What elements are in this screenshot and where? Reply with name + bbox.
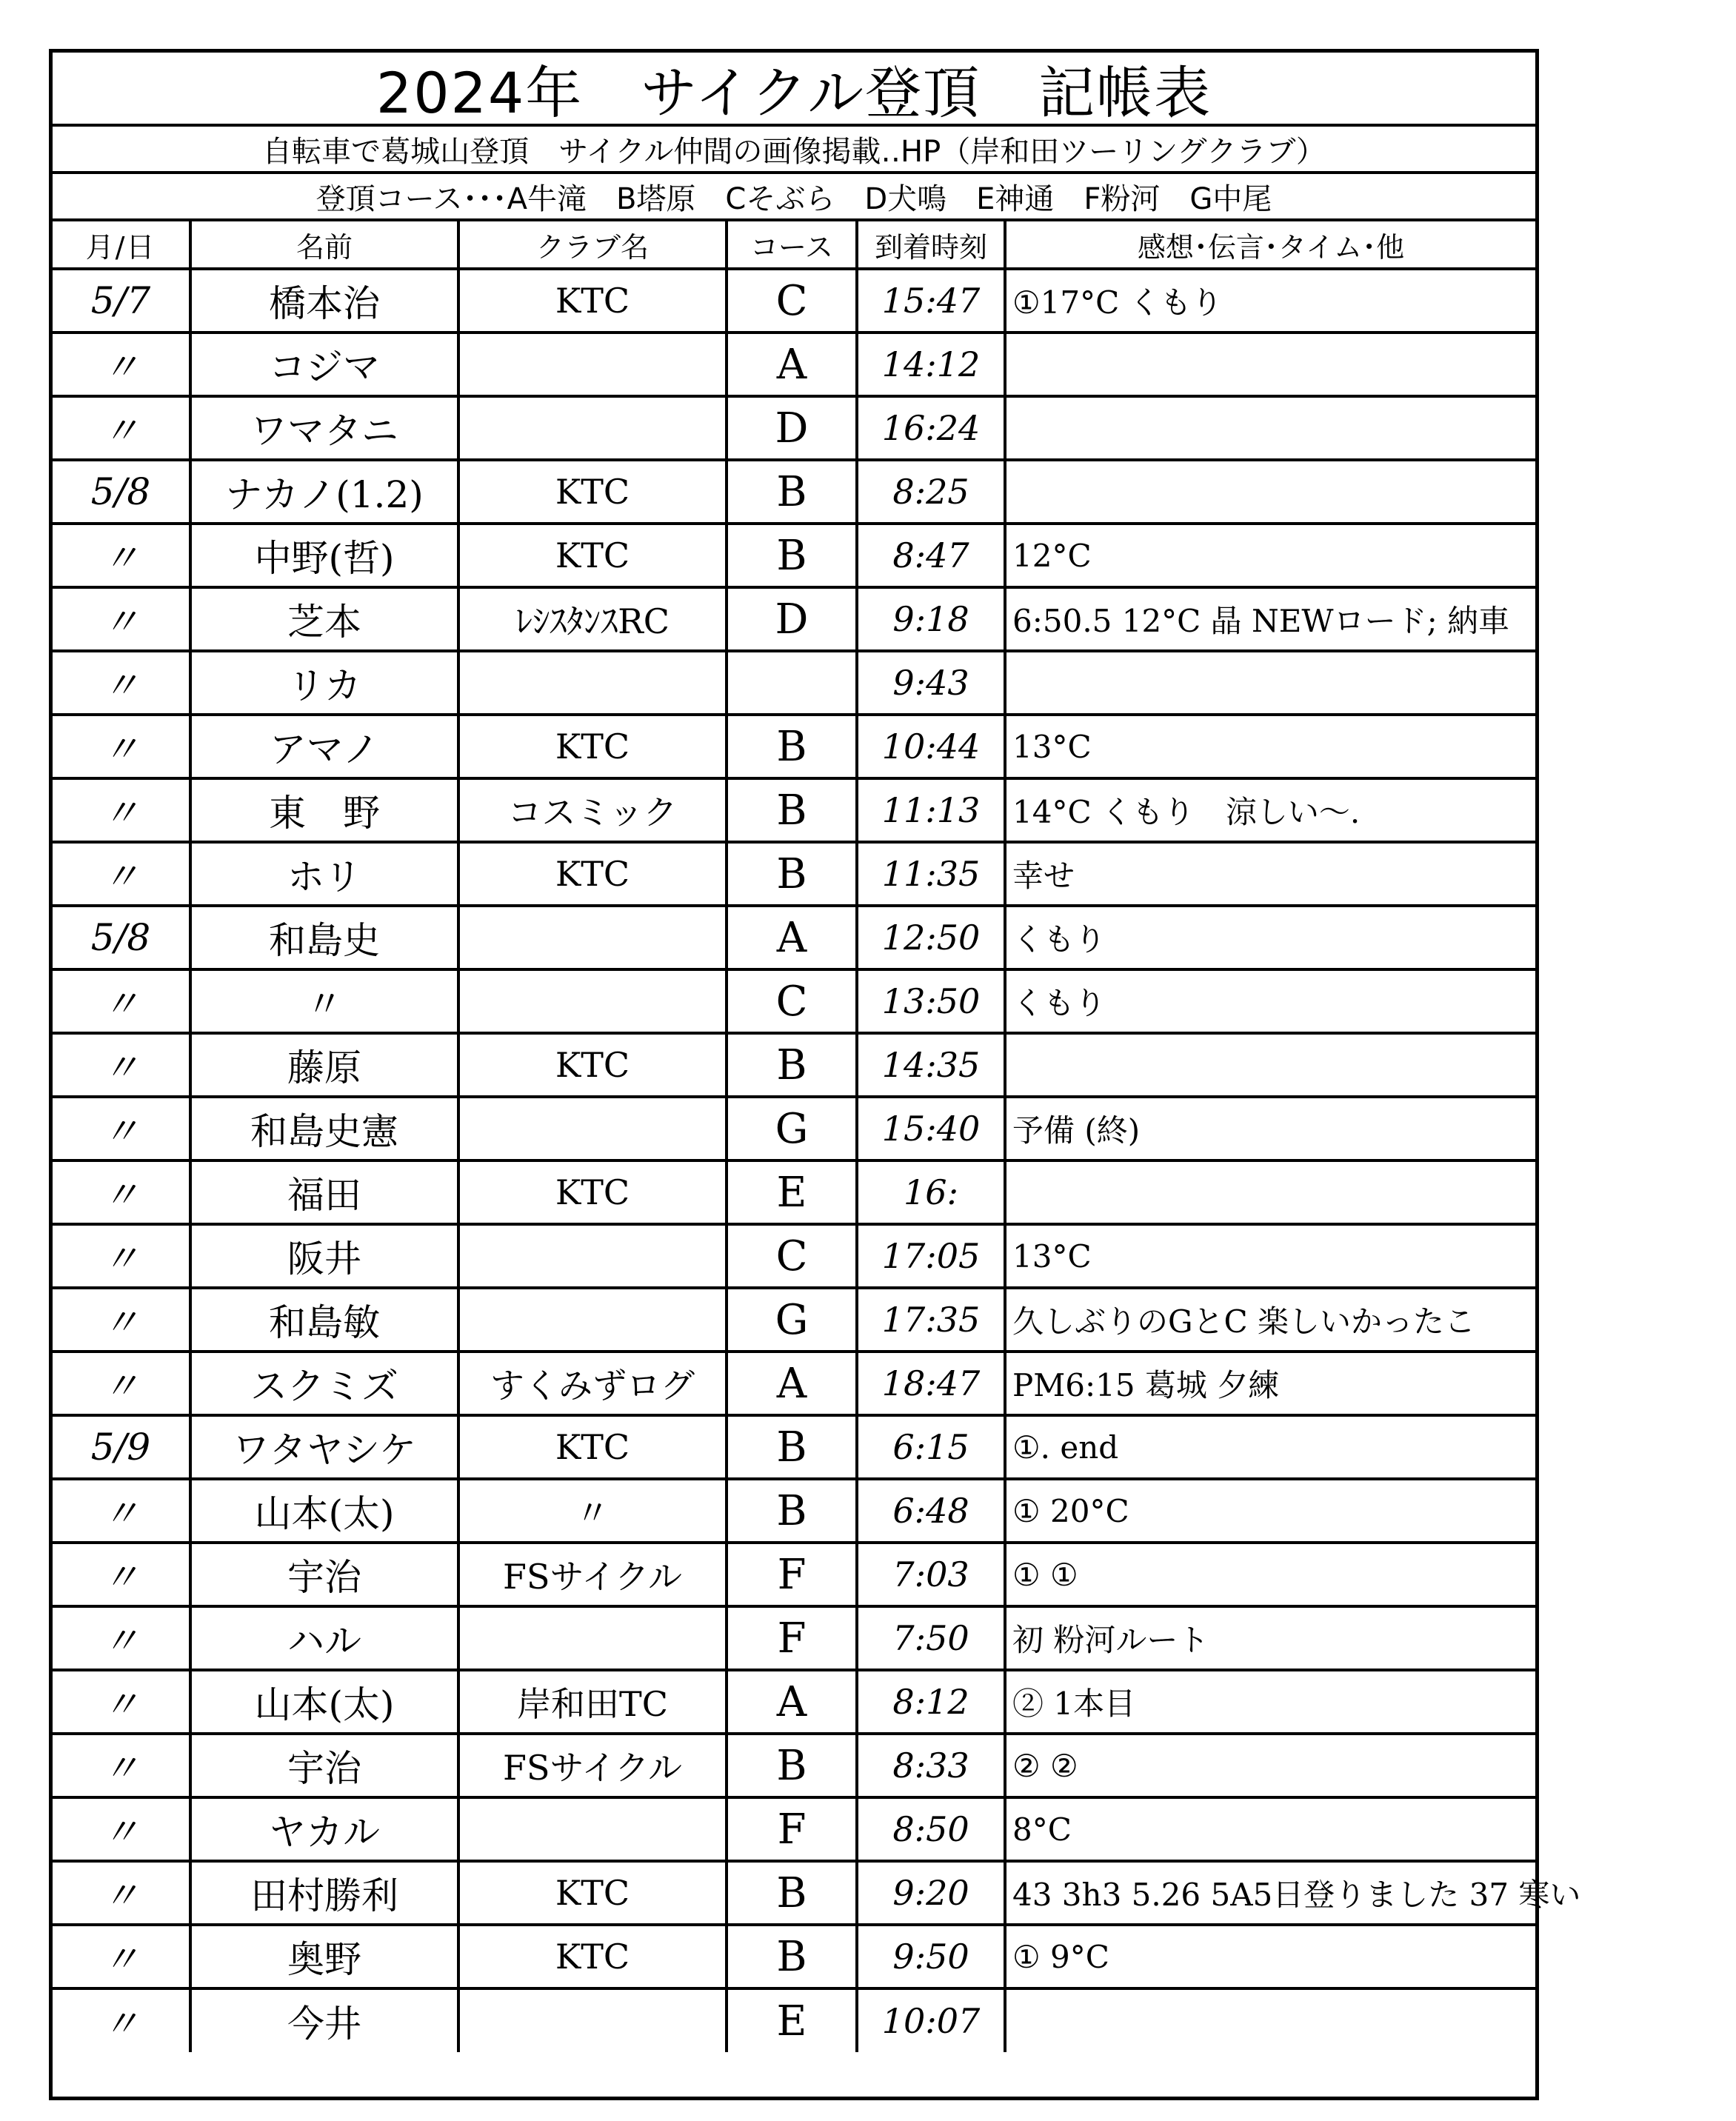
- table-row: [53, 1224, 1535, 1288]
- table-row: [53, 1097, 1535, 1160]
- date-cell: 〃: [53, 1670, 190, 1734]
- course-cell: C: [727, 1224, 857, 1288]
- date-cell: 5/9: [53, 1415, 190, 1479]
- note-cell: 12°C: [1005, 524, 1535, 587]
- table-row: [53, 333, 1535, 396]
- name-cell: ワタヤシケ: [190, 1415, 458, 1479]
- course-cell: A: [727, 1670, 857, 1734]
- course-cell: D: [727, 396, 857, 460]
- name-cell: 中野(哲): [190, 524, 458, 587]
- name-cell: ヤカル: [190, 1797, 458, 1861]
- club-cell: [458, 1988, 727, 2052]
- table-row: [53, 842, 1535, 906]
- course-cell: G: [727, 1288, 857, 1352]
- courses-legend: 登頂コース･･･A牛滝 B塔原 Cそぶら D犬鳴 E神通 F粉河 G中尾: [53, 174, 1535, 221]
- date-cell: 〃: [53, 524, 190, 587]
- note-cell: くもり: [1005, 906, 1535, 969]
- date-cell: 〃: [53, 1097, 190, 1160]
- table-row: [53, 778, 1535, 842]
- course-cell: B: [727, 1861, 857, 1925]
- date-cell: 〃: [53, 1160, 190, 1224]
- table-row: [53, 906, 1535, 969]
- note-cell: 初 粉河ルート: [1005, 1606, 1535, 1670]
- note-cell: ② 1本目: [1005, 1670, 1535, 1734]
- date-cell: 〃: [53, 1861, 190, 1925]
- table-row: [53, 651, 1535, 715]
- header-note: 感想･伝言･タイム･他: [1005, 221, 1535, 269]
- table-row: [53, 1288, 1535, 1352]
- time-cell: 9:50: [857, 1925, 1005, 1988]
- header-name: 名前: [190, 221, 458, 269]
- course-cell: B: [727, 1479, 857, 1543]
- subtitle: 自転車で葛城山登頂 サイクル仲間の画像掲載‥HP（岸和田ツーリングクラブ）: [53, 127, 1535, 174]
- date-cell: 〃: [53, 1543, 190, 1606]
- course-cell: B: [727, 715, 857, 778]
- note-cell: [1005, 333, 1535, 396]
- time-cell: 8:50: [857, 1797, 1005, 1861]
- date-cell: 5/7: [53, 269, 190, 333]
- name-cell: 今井: [190, 1988, 458, 2052]
- club-cell: FSサイクル: [458, 1734, 727, 1797]
- note-cell: [1005, 651, 1535, 715]
- note-cell: [1005, 396, 1535, 460]
- table-row: [53, 1606, 1535, 1670]
- time-cell: 6:15: [857, 1415, 1005, 1479]
- note-cell: 予備 (終): [1005, 1097, 1535, 1160]
- logbook-table: [53, 221, 1581, 2052]
- note-cell: 幸せ: [1005, 842, 1535, 906]
- name-cell: 橋本治: [190, 269, 458, 333]
- time-cell: 10:44: [857, 715, 1005, 778]
- table-header-row: [53, 221, 1535, 269]
- name-cell: 田村勝利: [190, 1861, 458, 1925]
- club-cell: KTC: [458, 1415, 727, 1479]
- table-row: [53, 1415, 1535, 1479]
- time-cell: 9:18: [857, 587, 1005, 651]
- course-cell: F: [727, 1543, 857, 1606]
- club-cell: [458, 333, 727, 396]
- club-cell: [458, 1097, 727, 1160]
- club-cell: KTC: [458, 1160, 727, 1224]
- header-course: コース: [727, 221, 857, 269]
- table-row: [53, 1734, 1535, 1797]
- table-row: [53, 1543, 1535, 1606]
- course-cell: B: [727, 1033, 857, 1097]
- date-cell: 〃: [53, 969, 190, 1033]
- note-cell: 8°C: [1005, 1797, 1535, 1861]
- note-cell: 6:50.5 12°C 晶 NEWロード; 納車: [1005, 587, 1535, 651]
- club-cell: KTC: [458, 715, 727, 778]
- time-cell: 7:50: [857, 1606, 1005, 1670]
- date-cell: 〃: [53, 715, 190, 778]
- name-cell: スクミズ: [190, 1352, 458, 1415]
- name-cell: リカ: [190, 651, 458, 715]
- table-row: [53, 1861, 1535, 1925]
- date-cell: 〃: [53, 1479, 190, 1543]
- club-cell: KTC: [458, 269, 727, 333]
- date-cell: 〃: [53, 587, 190, 651]
- table-body: [53, 269, 1581, 2052]
- note-cell: 13°C: [1005, 715, 1535, 778]
- name-cell: ワマタニ: [190, 396, 458, 460]
- course-cell: B: [727, 778, 857, 842]
- note-cell: 14°C くもり 涼しい～.: [1005, 778, 1535, 842]
- time-cell: 16:24: [857, 396, 1005, 460]
- date-cell: 5/8: [53, 460, 190, 524]
- table-row: [53, 396, 1535, 460]
- table-row: [53, 1925, 1535, 1988]
- club-cell: [458, 1797, 727, 1861]
- date-cell: 〃: [53, 842, 190, 906]
- club-cell: KTC: [458, 842, 727, 906]
- time-cell: 11:13: [857, 778, 1005, 842]
- time-cell: 6:48: [857, 1479, 1005, 1543]
- name-cell: 和島史憲: [190, 1097, 458, 1160]
- course-cell: G: [727, 1097, 857, 1160]
- name-cell: ハル: [190, 1606, 458, 1670]
- name-cell: 阪井: [190, 1224, 458, 1288]
- club-cell: 岸和田TC: [458, 1670, 727, 1734]
- date-cell: 〃: [53, 1797, 190, 1861]
- club-cell: [458, 969, 727, 1033]
- club-cell: KTC: [458, 1033, 727, 1097]
- course-cell: F: [727, 1606, 857, 1670]
- name-cell: 芝本: [190, 587, 458, 651]
- name-cell: 奥野: [190, 1925, 458, 1988]
- table-row: [53, 969, 1535, 1033]
- time-cell: 9:43: [857, 651, 1005, 715]
- course-cell: F: [727, 1797, 857, 1861]
- time-cell: 15:47: [857, 269, 1005, 333]
- table-row: [53, 1033, 1535, 1097]
- note-cell: 13°C: [1005, 1224, 1535, 1288]
- note-cell: ① 9°C: [1005, 1925, 1535, 1988]
- date-cell: 〃: [53, 778, 190, 842]
- club-cell: すくみずログ: [458, 1352, 727, 1415]
- club-cell: [458, 396, 727, 460]
- table-row: [53, 1988, 1535, 2052]
- club-cell: KTC: [458, 524, 727, 587]
- course-cell: A: [727, 1352, 857, 1415]
- note-cell: ② ②: [1005, 1734, 1535, 1797]
- time-cell: 18:47: [857, 1352, 1005, 1415]
- time-cell: 15:40: [857, 1097, 1005, 1160]
- course-cell: B: [727, 1415, 857, 1479]
- club-cell: 〃: [458, 1479, 727, 1543]
- date-cell: 〃: [53, 1606, 190, 1670]
- course-cell: E: [727, 1160, 857, 1224]
- note-cell: ①17°C くもり: [1005, 269, 1535, 333]
- course-cell: B: [727, 1734, 857, 1797]
- course-cell: B: [727, 460, 857, 524]
- note-cell: 43 3h3 5.26 5A5日登りました 37 寒い: [1005, 1861, 1535, 1925]
- time-cell: 7:03: [857, 1543, 1005, 1606]
- date-cell: 〃: [53, 651, 190, 715]
- date-cell: 〃: [53, 1988, 190, 2052]
- header-club: クラブ名: [458, 221, 727, 269]
- name-cell: 宇治: [190, 1734, 458, 1797]
- name-cell: 山本(太): [190, 1670, 458, 1734]
- time-cell: 16:: [857, 1160, 1005, 1224]
- name-cell: 福田: [190, 1160, 458, 1224]
- table-row: [53, 460, 1535, 524]
- page-title: 2024年 サイクル登頂 記帳表: [53, 53, 1535, 127]
- name-cell: コジマ: [190, 333, 458, 396]
- time-cell: 14:12: [857, 333, 1005, 396]
- course-cell: D: [727, 587, 857, 651]
- logbook-sheet: [49, 49, 1581, 2100]
- time-cell: 11:35: [857, 842, 1005, 906]
- table-row: [53, 1479, 1535, 1543]
- date-cell: 〃: [53, 396, 190, 460]
- time-cell: 17:05: [857, 1224, 1005, 1288]
- date-cell: 〃: [53, 1288, 190, 1352]
- name-cell: 東 野: [190, 778, 458, 842]
- name-cell: 山本(太): [190, 1479, 458, 1543]
- time-cell: 13:50: [857, 969, 1005, 1033]
- course-cell: C: [727, 969, 857, 1033]
- course-cell: A: [727, 906, 857, 969]
- name-cell: 〃: [190, 969, 458, 1033]
- note-cell: [1005, 460, 1535, 524]
- note-cell: ①. end: [1005, 1415, 1535, 1479]
- date-cell: 〃: [53, 1033, 190, 1097]
- date-cell: 〃: [53, 1224, 190, 1288]
- name-cell: 宇治: [190, 1543, 458, 1606]
- course-cell: [727, 651, 857, 715]
- date-cell: 〃: [53, 1734, 190, 1797]
- club-cell: FSサイクル: [458, 1543, 727, 1606]
- club-cell: KTC: [458, 1861, 727, 1925]
- note-cell: くもり: [1005, 969, 1535, 1033]
- course-cell: B: [727, 1925, 857, 1988]
- header-date: 月/日: [53, 221, 190, 269]
- time-cell: 17:35: [857, 1288, 1005, 1352]
- club-cell: KTC: [458, 1925, 727, 1988]
- club-cell: [458, 1224, 727, 1288]
- course-cell: E: [727, 1988, 857, 2052]
- table-row: [53, 715, 1535, 778]
- course-cell: B: [727, 524, 857, 587]
- name-cell: アマノ: [190, 715, 458, 778]
- date-cell: 〃: [53, 1352, 190, 1415]
- table-row: [53, 1352, 1535, 1415]
- name-cell: 和島史: [190, 906, 458, 969]
- time-cell: 8:25: [857, 460, 1005, 524]
- club-cell: [458, 906, 727, 969]
- note-cell: [1005, 1160, 1535, 1224]
- name-cell: ホリ: [190, 842, 458, 906]
- course-cell: A: [727, 333, 857, 396]
- table-row: [53, 587, 1535, 651]
- club-cell: [458, 1288, 727, 1352]
- note-cell: [1005, 1988, 1535, 2052]
- course-cell: C: [727, 269, 857, 333]
- course-cell: B: [727, 842, 857, 906]
- name-cell: ナカノ(1.2): [190, 460, 458, 524]
- name-cell: 藤原: [190, 1033, 458, 1097]
- club-cell: KTC: [458, 460, 727, 524]
- time-cell: 10:07: [857, 1988, 1005, 2052]
- time-cell: 14:35: [857, 1033, 1005, 1097]
- time-cell: 8:33: [857, 1734, 1005, 1797]
- date-cell: 〃: [53, 1925, 190, 1988]
- table-row: [53, 524, 1535, 587]
- club-cell: [458, 651, 727, 715]
- time-cell: 9:20: [857, 1861, 1005, 1925]
- table-row: [53, 269, 1535, 333]
- date-cell: 5/8: [53, 906, 190, 969]
- table-row: [53, 1160, 1535, 1224]
- club-cell: ﾚｼｽﾀﾝｽRC: [458, 587, 727, 651]
- time-cell: 12:50: [857, 906, 1005, 969]
- note-cell: [1005, 1033, 1535, 1097]
- club-cell: コスミック: [458, 778, 727, 842]
- club-cell: [458, 1606, 727, 1670]
- date-cell: 〃: [53, 333, 190, 396]
- time-cell: 8:47: [857, 524, 1005, 587]
- header-time: 到着時刻: [857, 221, 1005, 269]
- note-cell: PM6:15 葛城 夕練: [1005, 1352, 1535, 1415]
- note-cell: 久しぶりのGとC 楽しいかったこ: [1005, 1288, 1535, 1352]
- time-cell: 8:12: [857, 1670, 1005, 1734]
- table-row: [53, 1670, 1535, 1734]
- table-row: [53, 1797, 1535, 1861]
- name-cell: 和島敏: [190, 1288, 458, 1352]
- note-cell: ① ①: [1005, 1543, 1535, 1606]
- note-cell: ① 20°C: [1005, 1479, 1535, 1543]
